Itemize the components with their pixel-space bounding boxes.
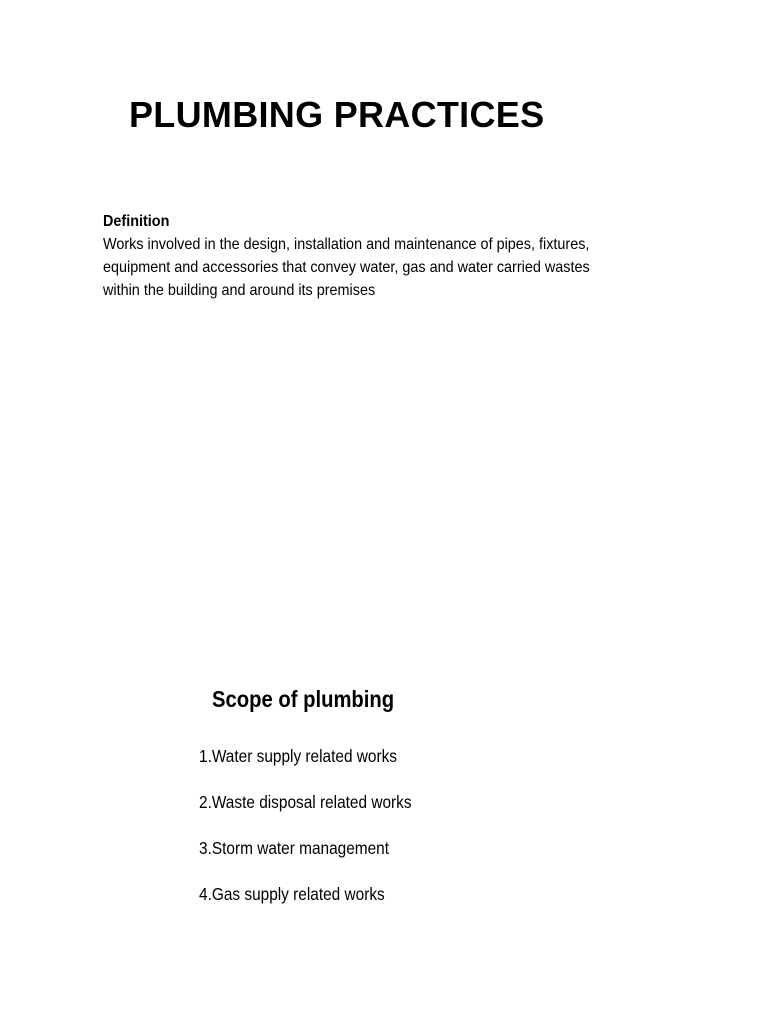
scope-item-water-supply: 1.Water supply related works (199, 746, 397, 766)
definition-line: Works involved in the design, installation and maintenance of pipes, fixtures, (103, 236, 590, 253)
scope-list (199, 744, 441, 928)
definition-line: within the building and around its premises (103, 282, 376, 299)
scope-item-gas-supply: 4.Gas supply related works (199, 884, 385, 904)
definition-line: equipment and accessories that convey water, gas and water carried wastes (103, 259, 590, 276)
scope-item-waste-disposal: 2.Waste disposal related works (199, 792, 412, 812)
scope-heading: Scope of plumbing (212, 686, 395, 712)
definition-section (103, 210, 663, 302)
scope-item-storm-water: 3.Storm water management (199, 838, 390, 858)
page-title: PLUMBING PRACTICES (129, 94, 545, 135)
definition-heading: Definition (103, 213, 170, 230)
